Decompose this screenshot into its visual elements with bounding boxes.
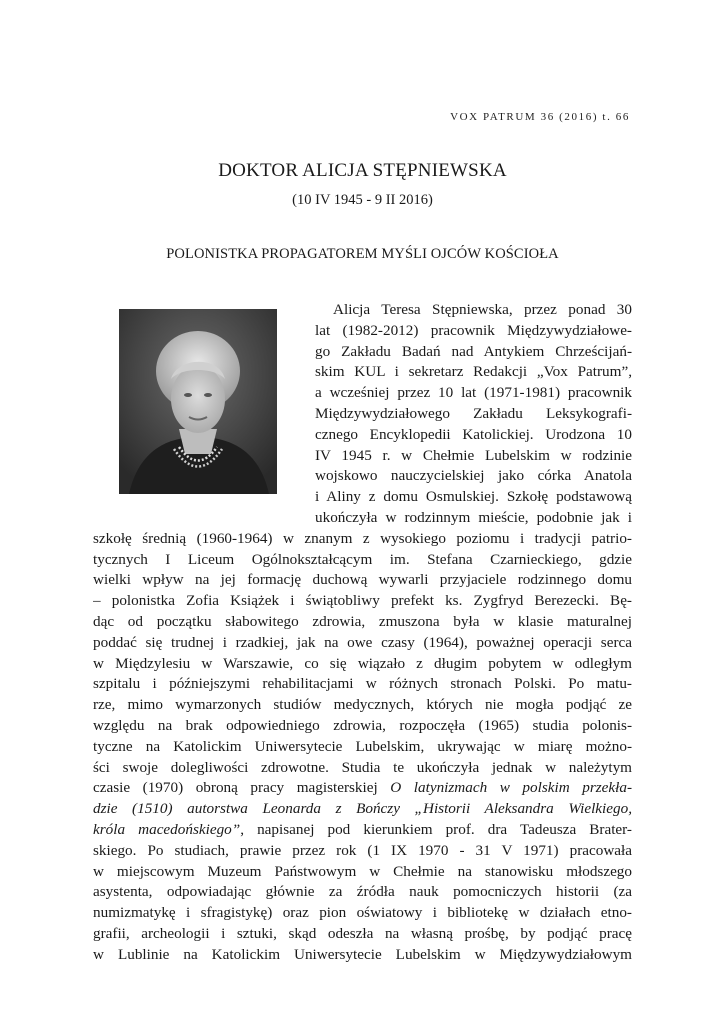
body-line: wielki wpływ na jej formację duchową wywarli przyjaciele rodzinnego domu [93,571,632,589]
body-line: w Międzylesiu w Warszawie, co się wiązało z długim pobytem w odległym [93,654,632,672]
body-line: w Lublinie na Katolickim Uniwersytecie Lubelskim w Międzywydziałowym [93,945,632,963]
body-line: cznego Encyklopedii Katolickiej. Urodzona 10 [315,425,632,443]
body-line: skiego. Po studiach, prawie przez rok (1 IX 1970 - 31 V 1971) pracowała [93,841,632,859]
thesis-title: króla macedońskiego” [93,820,241,838]
body-line: ści swoje dolegliwości zdrowotne. Studia te ukończyła jednak w należytym [93,758,632,776]
body-line: króla macedońskiego”, napisanej pod kierunkiem prof. dra Tadeusza Brater- [93,820,632,838]
body-line: rze, mimo wymarzonych studiów medycznych, których nie mogła podjąć ze [93,696,632,714]
body-line: lat (1982-2012) pracownik Międzywydziałowe- [315,321,632,339]
body-line: Alicja Teresa Stępniewska, przez ponad 30 [333,301,632,318]
body-line: tycznych I Liceum Ogólnokształcącym im. Stefana Czarnieckiego, gdzie [93,550,632,568]
body-line: względu na brak odpowiedniego zdrowia, rozpoczęła (1965) studia polonis- [93,716,632,734]
body-line: Międzywydziałowego Zakładu Leksykografi- [315,404,632,422]
body-line: asystenta, odpowiadając głównie za źródła nauk pomocniczych historii (za [93,883,632,901]
running-head: VOX PATRUM 36 (2016) t. 66 [450,111,630,123]
body-line: wojskowo nauczycielskiej jako córka Anatola [315,467,632,485]
body-line [93,799,632,820]
body-line: w miejscowym Muzeum Państwowym w Chełmie na stanowisku młodszego [93,862,632,880]
body-line: ukończyła w rodzinnym mieście, podobnie jak i [315,508,632,526]
body-line: i Aliny z domu Osmulskiej. Szkołę podstawową [315,488,632,506]
body-line: grafii, archeologii i sztuki, skąd odeszła na własną prośbę, by podjąć pracę [93,924,632,942]
body-line: szpitalu i późniejszymi rehabilitacjami w różnych stronach Polski. Po matu- [93,675,632,693]
body-line: – polonistka Zofia Książek i świątobliwy prefekt ks. Zygfryd Berezecki. Bę- [93,592,632,610]
body-line: IV 1945 r. w Chełmie Lubelskim w rodzinie [315,446,632,464]
body-line: skim KUL i sekretarz Redakcji „Vox Patrum”, [315,363,632,381]
body-line: numizmatykę i sfragistykę) oraz pion oświatowy i bibliotekę w działach etno- [93,904,632,922]
article-body [93,300,632,966]
body-line: a wcześniej przez 10 lat (1971-1981) pracownik [315,384,632,402]
article-dates: (10 IV 1945 - 9 II 2016) [292,192,433,208]
body-line: go Zakładu Badań nad Antykiem Chrześcijań- [315,342,632,360]
body-line: dąc od początku słabowitego zdrowia, zmuszona była w klasie maturalnej [93,612,632,630]
thesis-title: dzie (1510) autorstwa Leonarda z Bończy „Historii Aleksandra Wielkiego, [93,800,632,818]
article-title: DOKTOR ALICJA STĘPNIEWSKA [218,160,507,181]
thesis-title: O latynizmach w polskim przekła- [390,779,632,797]
body-line: szkołę średnią (1960-1964) w znanym z wysokiego poziomu i tradycji patrio- [93,529,632,547]
body-line: czasie (1970) obroną pracy magisterskiej O latynizmach w polskim przekła- [93,779,632,797]
body-line: poddać się trudnej i rzadkiej, jak na owe czasy (1964), poważnej operacji serca [93,633,632,651]
body-line: tyczne na Katolickim Uniwersytecie Lubelskim, ukrywając w miarę możno- [93,737,632,755]
article-subtitle: POLONISTKA PROPAGATOREM MYŚLI OJCÓW KOŚCIOŁA [166,246,559,262]
